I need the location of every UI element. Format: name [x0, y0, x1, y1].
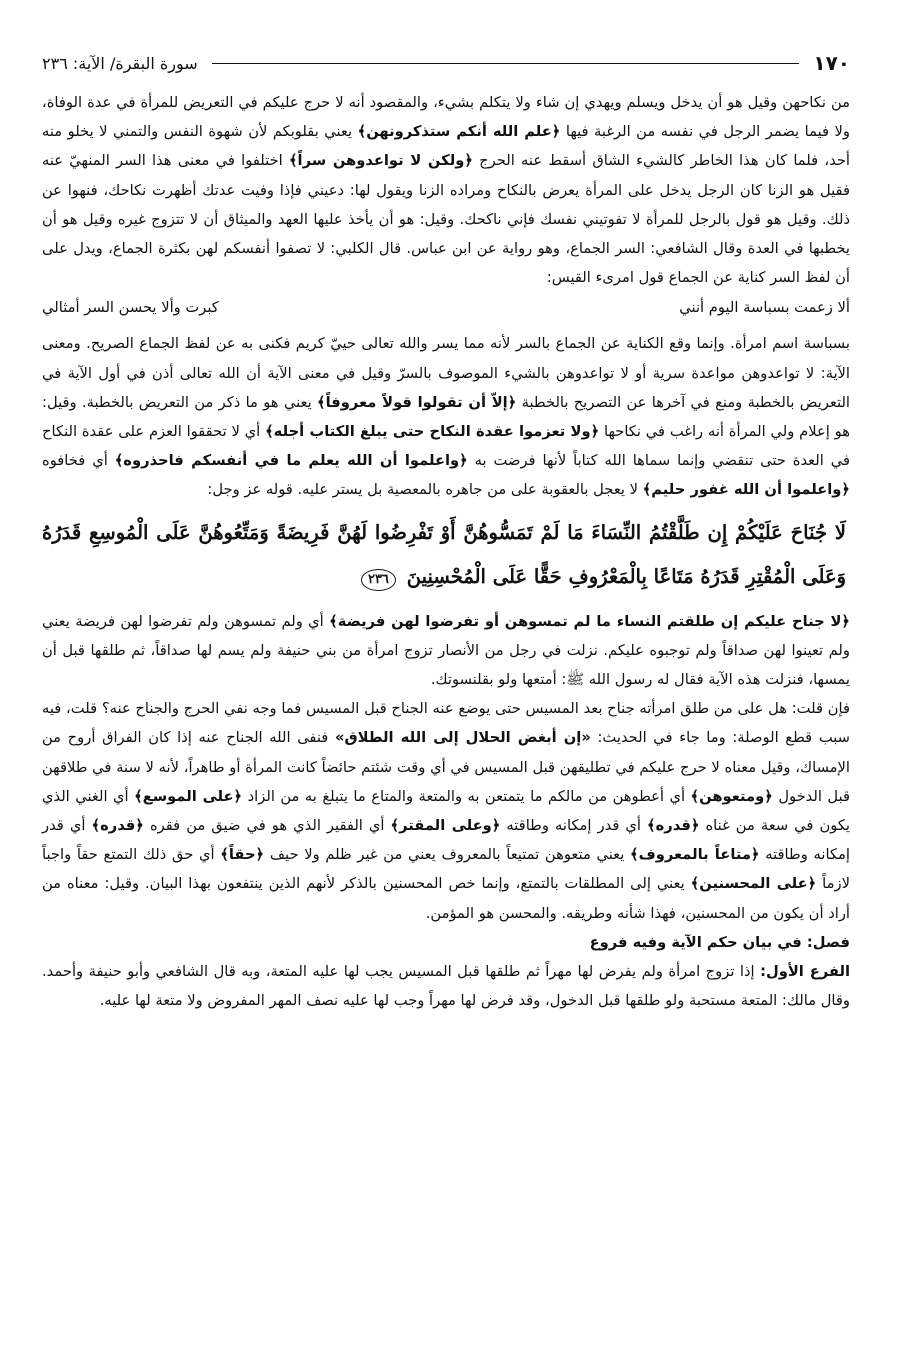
quran-reference: ﴿واعلموا أن الله يعلم ما في أنفسكم فاحذروه﴾: [114, 452, 468, 470]
text-segment: أي فخافوه: [42, 452, 115, 470]
text-segment: بسباسة اسم امرأة. وإنما وقع الكناية عن الجماع بالسر لأنه مما يسر والله تعالى حييّ كريم فكنى به عن لفظ الجماع الصريح. ومعنى الآية: لا تواعدوهن مواعدة سرية أو لا تواعدوهن بالشيء الموصوف بالسرّ وقيل في معنى الآية أن الله تعالى أذن في أول الآية في التعريض بالخطبة ومنع في آخرها عن التصريح بالخطبة: [42, 335, 851, 411]
quran-reference: ﴿قدره﴾: [91, 817, 144, 835]
quran-reference: ﴿ولكن لا تواعدوهن سراً﴾: [288, 152, 473, 170]
quran-reference: ﴿على الموسع﴾: [134, 787, 243, 805]
text-segment: فإن قلت: هل على من طلق امرأته جناح بعد المسيس حتى يوضع عنه الجناح قبل المسيس فما وجه نفي الحرج والجناح عنه؟ قلت، فيه سبب قطع الوصلة: وما جاء في الحديث:: [42, 700, 850, 747]
page-header: [42, 48, 850, 78]
poem-hemistich-left: كبرت وألا يحسن السر أمثالي: [42, 299, 219, 317]
quran-reference: ﴿ولا تعزموا عقدة النكاح حتى يبلغ الكتاب أجله﴾: [265, 423, 600, 441]
text-segment: فنفى الله الجناح عنه إذا كان الفراق أروح من الإمساك، وقيل معناه لا حرج عليكم في تطليقهن قبل المسيس في أي وقت شئتم حائضاً كانت المرأة أو طاهراً، لأنه لا سنة في طلاقهن قبل الدخول: [42, 729, 850, 805]
quran-reference: ﴿قدره﴾: [646, 817, 700, 835]
text-segment: أي ولم تمسوهن ولم تفرضوا لهن فريضة يعني ولم تعينوا لهن صداقاً ولم توجبوه عليكم. نزلت في رجل من الأنصار تزوج امرأة من بني حنيفة ولم يسم لها صداقاً، ثم طلقها قبل أن يمسها، فنزلت هذه الآية فقال له رسول الله ﷺ: أمتعها ولو بقلنسوتك.: [42, 612, 850, 689]
text-segment: اختلفوا في معنى هذا السر المنهيّ عنه فقيل هو الزنا كان الرجل يدخل على المرأة يعرض بالنكاح ومراده الزنا ويقول لها: دعيني فإذا وفيت عدتك أظهرت نكاحك، فنهوا عن ذلك. وقيل هو قول بالرجل للمرأة لا تفوتيني نفسك فإني ناكحك. وقيل: هو أن يأخذ عليها العهد والميثاق أن لا تتزوج غيره وقيل هو أن يخطبها في العدة وقال الشافعي: السر الجماع، وهو رواية عن ابن عباس. قال الكلبي: لا تصفوا أنفسكم لهن بكثرة الجماع، ويدل على أن لفظ السر كناية عن الجماع قول امرىء القيس:: [42, 152, 850, 287]
ayah-number-marker: ٢٣٦: [361, 569, 396, 591]
running-title: سورة البقرة/ الآية: ٢٣٦: [42, 53, 198, 73]
quran-reference: ﴿إلاّ أن تقولوا قولاً معروفاً﴾: [317, 393, 517, 411]
quran-reference: ﴿على المحسنين﴾: [690, 875, 817, 893]
text-segment: إذا تزوج امرأة ولم يفرض لها مهراً ثم طلقها قبل المسيس يجب لها عليه المتعة، وبه قال الشافعي وأبو حنيفة وأحمد. وقال مالك: المتعة مستحبة ولو طلقها قبل الدخول، وقد فرض لها مهراً وجب لها عليه نصف المهر المفروض ولا متعة لها عليه.: [42, 963, 850, 1010]
text-segment: يعني بقلوبكم لأن شهوة النفس والتمني لا يخلو منه أحد، فلما كان هذا الخاطر كالشيء الشاق أسقط عنه الحرج: [42, 123, 851, 170]
text-segment: أي لا تحققوا العزم على عقدة النكاح في العدة حتى تنقضي وإنما سماها الله كتاباً لأنها فرضت به: [42, 423, 851, 470]
text-segment: يعني إلى المطلقات بالتمتع، وإنما خص المحسنين بالذكر لأنهم الذين ينتفعون بهذا البيان. وقيل: معناه من أراد أن يكون من المحسنين، فهذا شأنه وطريقه. والمحسن هو المؤمن.: [42, 875, 850, 922]
paragraph-3: [42, 607, 850, 695]
header-rule: [212, 63, 800, 64]
text-segment: أي قدر إمكانه وطاقته: [42, 817, 850, 864]
branch-1: [42, 957, 850, 1015]
quran-reference: ﴿متاعاً بالمعروف﴾: [630, 846, 760, 864]
paragraph-2: [42, 329, 850, 504]
quran-verse: [42, 511, 850, 599]
quran-reference: ﴿علم الله أنكم ستذكرونهن﴾: [357, 123, 561, 141]
text-segment: من نكاحهن وقيل هو أن يدخل ويسلم ويهدي إن شاء ولا يتكلم بشيء، والمقصود أنه لا حرج عليكم في التعريض للمرأة في عدة الوفاة، ولا فيما يضمر الرجل في نفسه من الرغبة فيها: [42, 94, 850, 141]
quran-reference: ﴿حقاً﴾: [220, 846, 265, 864]
paragraph-1: [42, 88, 850, 292]
paragraph-4: [42, 694, 850, 928]
text-segment: لا يعجل بالعقوبة على من جاهره بالمعصية بل يستر عليه. قوله عز وجل:: [207, 481, 643, 499]
text-segment: أي الفقير الذي هو في ضيق من فقره: [143, 817, 391, 835]
poem-verse: [42, 292, 850, 329]
text-segment: يعني متعوهن تمتيعاً بالمعروف يعني من غير ظلم ولا حيف: [264, 846, 631, 864]
text-segment: أي الغني الذي يكون في سعة من غناه: [42, 787, 851, 835]
section-title: فصل: في بيان حكم الآية وفيه فروع: [589, 933, 850, 951]
quran-reference: ﴿ومتعوهن﴾: [690, 787, 773, 805]
hadith-quote: «إن أبغض الحلال إلى الله الطلاق»: [334, 729, 591, 747]
branch-label: الفرع الأول:: [760, 963, 850, 981]
poem-hemistich-right: ألا زعمت بسباسة اليوم أنني: [679, 299, 850, 317]
text-segment: يعني هو ما ذكر من التعريض بالخطبة. وقيل: هو إعلام ولي المرأة أنه راغب في نكاحها: [42, 393, 850, 441]
body-text: [42, 88, 850, 1015]
text-segment: أي أعطوهن من مالكم ما يتمتعن به والمتعة والمتاع ما يتبلغ به من الزاد: [242, 787, 691, 805]
quran-reference: ﴿واعلموا أن الله غفور حليم﴾: [642, 481, 850, 499]
quran-verse-text: لَا جُنَاحَ عَلَيْكُمْ إِن طَلَّقْتُمُ النِّسَاءَ مَا لَمْ تَمَسُّوهُنَّ أَوْ تَفْرِضُوا لَهُنَّ فَرِيضَةً وَمَتِّعُوهُنَّ عَلَى الْمُوسِعِ قَدَرُهُ وَعَلَى الْمُقْتِرِ قَدَرُهُ مَتَاعًا بِالْمَعْرُوفِ حَقًّا عَلَى الْمُحْسِنِينَ: [42, 520, 846, 588]
quran-reference: ﴿لا جناح عليكم إن طلقتم النساء ما لم تمسوهن أو تفرضوا لهن فريضة﴾: [329, 612, 850, 630]
quran-reference: ﴿وعلى المقتر﴾: [390, 817, 501, 835]
page-number: ١٧٠: [813, 51, 850, 75]
text-segment: أي قدر إمكانه وطاقته: [500, 817, 647, 835]
text-segment: أي حق ذلك التمتع حقاً واجباً لازماً: [42, 846, 850, 893]
